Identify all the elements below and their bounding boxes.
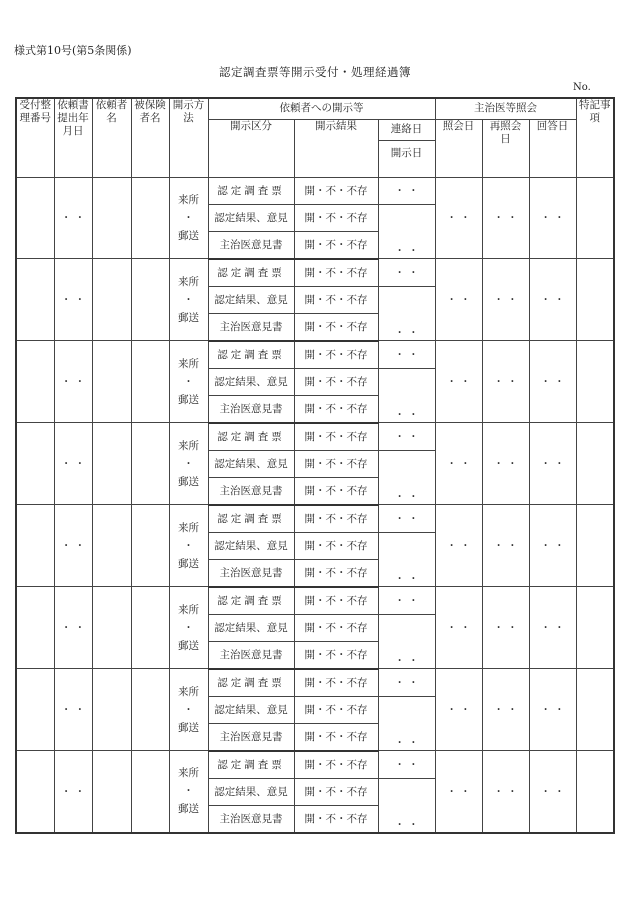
receipt-no-cell[interactable] [16, 341, 54, 423]
header-requester: 依頼者名 [92, 98, 131, 177]
method-cell[interactable] [169, 505, 208, 587]
reply-date-cell[interactable]: ・ ・ [529, 587, 576, 669]
inquiry-date-cell[interactable]: ・ ・ [435, 587, 482, 669]
disclosure-result-cell[interactable]: 開・不・不存 [294, 778, 378, 805]
disclosure-category-cell: 主治医意見書 [208, 477, 294, 505]
contact-date-cell[interactable]: ・ ・ [378, 505, 435, 533]
disclosure-category-cell: 認定結果、意見 [208, 532, 294, 559]
method-mail: 郵送 [178, 557, 199, 570]
requester-cell[interactable] [92, 177, 131, 259]
inquiry-date-cell[interactable]: ・ ・ [435, 505, 482, 587]
receipt-no-cell[interactable] [16, 751, 54, 833]
request-date-cell[interactable]: ・ ・ [54, 751, 92, 833]
insured-cell[interactable] [131, 669, 169, 751]
request-date-cell[interactable]: ・ ・ [54, 505, 92, 587]
inquiry-date-cell[interactable]: ・ ・ [435, 423, 482, 505]
table-row [16, 505, 614, 533]
method-separator: ・ [183, 539, 194, 552]
insured-cell[interactable] [131, 423, 169, 505]
table-row [16, 259, 614, 287]
table-row [16, 587, 614, 615]
method-visit: 来所 [178, 603, 199, 616]
disclosure-category-cell: 主治医意見書 [208, 313, 294, 341]
disclosure-category-cell: 主治医意見書 [208, 231, 294, 259]
request-date-cell[interactable]: ・ ・ [54, 259, 92, 341]
header-receipt-no: 受付整理番号 [16, 98, 54, 177]
request-date-cell[interactable]: ・ ・ [54, 341, 92, 423]
inquiry-date-cell[interactable]: ・ ・ [435, 177, 482, 259]
table-row [16, 423, 614, 451]
table-row [16, 751, 614, 779]
reply-date-cell[interactable]: ・ ・ [529, 177, 576, 259]
reinquiry-date-cell[interactable]: ・ ・ [482, 341, 529, 423]
method-cell[interactable] [169, 669, 208, 751]
insured-cell[interactable] [131, 587, 169, 669]
remarks-cell[interactable] [576, 423, 614, 505]
method-mail: 郵送 [178, 475, 199, 488]
request-date-cell[interactable]: ・ ・ [54, 177, 92, 259]
disclosure-result-cell[interactable]: 開・不・不存 [294, 341, 378, 369]
method-visit: 来所 [178, 767, 199, 780]
receipt-no-cell[interactable] [16, 669, 54, 751]
method-cell[interactable] [169, 587, 208, 669]
remarks-cell[interactable] [576, 177, 614, 259]
request-date-cell[interactable]: ・ ・ [54, 587, 92, 669]
reply-date-cell[interactable]: ・ ・ [529, 751, 576, 833]
requester-cell[interactable] [92, 341, 131, 423]
method-mail: 郵送 [178, 639, 199, 652]
method-cell[interactable] [169, 259, 208, 341]
disclosure-result-cell[interactable]: 開・不・不存 [294, 395, 378, 423]
request-date-cell[interactable]: ・ ・ [54, 423, 92, 505]
disclosure-result-cell[interactable]: 開・不・不存 [294, 231, 378, 259]
receipt-no-cell[interactable] [16, 505, 54, 587]
requester-cell[interactable] [92, 669, 131, 751]
disclosure-category-cell: 認定結果、意見 [208, 614, 294, 641]
reinquiry-date-cell[interactable]: ・ ・ [482, 505, 529, 587]
method-visit: 来所 [178, 275, 199, 288]
disclosure-result-cell[interactable]: 開・不・不存 [294, 614, 378, 641]
receipt-no-cell[interactable] [16, 587, 54, 669]
contact-date-cell[interactable]: ・ ・ [378, 669, 435, 697]
method-separator: ・ [183, 703, 194, 716]
header-remarks: 特記事項 [576, 98, 614, 177]
method-separator: ・ [183, 375, 194, 388]
requester-cell[interactable] [92, 587, 131, 669]
insured-cell[interactable] [131, 177, 169, 259]
disclosure-result-cell[interactable]: 開・不・不存 [294, 313, 378, 341]
receipt-no-cell[interactable] [16, 259, 54, 341]
header-contact-date: 連絡日 [378, 119, 435, 140]
method-mail: 郵送 [178, 311, 199, 324]
disclosure-result-cell[interactable]: 開・不・不存 [294, 641, 378, 669]
reply-date-cell[interactable]: ・ ・ [529, 259, 576, 341]
header-method: 開示方法 [169, 98, 208, 177]
disclosure-category-cell: 主治医意見書 [208, 805, 294, 833]
disclosure-category-cell: 認定調査票 [208, 259, 294, 287]
disclosure-category-cell: 認定結果、意見 [208, 204, 294, 231]
disclosure-result-cell[interactable]: 開・不・不存 [294, 751, 378, 779]
disclosure-date-cell[interactable]: ・ ・ [378, 532, 435, 587]
ledger-table [15, 97, 615, 834]
disclosure-result-cell[interactable]: 開・不・不存 [294, 559, 378, 587]
requester-cell[interactable] [92, 423, 131, 505]
disclosure-result-cell[interactable]: 開・不・不存 [294, 259, 378, 287]
reinquiry-date-cell[interactable]: ・ ・ [482, 669, 529, 751]
disclosure-result-cell[interactable]: 開・不・不存 [294, 286, 378, 313]
disclosure-category-cell: 認定結果、意見 [208, 368, 294, 395]
reply-date-cell[interactable]: ・ ・ [529, 505, 576, 587]
receipt-no-cell[interactable] [16, 423, 54, 505]
method-separator: ・ [183, 785, 194, 798]
inquiry-date-cell[interactable]: ・ ・ [435, 751, 482, 833]
disclosure-result-cell[interactable]: 開・不・不存 [294, 669, 378, 697]
header-insured: 被保険者名 [131, 98, 169, 177]
receipt-no-cell[interactable] [16, 177, 54, 259]
method-mail: 郵送 [178, 721, 199, 734]
contact-date-cell[interactable]: ・ ・ [378, 751, 435, 779]
method-cell[interactable] [169, 341, 208, 423]
disclosure-result-cell[interactable]: 開・不・不存 [294, 450, 378, 477]
disclosure-category-cell: 主治医意見書 [208, 641, 294, 669]
header-reinquiry-date: 再照会日 [482, 119, 529, 177]
header-disclosure-date: 開示日 [378, 140, 435, 177]
contact-date-cell[interactable]: ・ ・ [378, 259, 435, 287]
header-request-date: 依頼書提出年月日 [54, 98, 92, 177]
reinquiry-date-cell[interactable]: ・ ・ [482, 423, 529, 505]
request-date-cell[interactable]: ・ ・ [54, 669, 92, 751]
header-disclosure-category: 開示区分 [208, 119, 294, 177]
method-visit: 来所 [178, 685, 199, 698]
disclosure-result-cell[interactable]: 開・不・不存 [294, 423, 378, 451]
method-mail: 郵送 [178, 803, 199, 816]
reinquiry-date-cell[interactable]: ・ ・ [482, 587, 529, 669]
disclosure-category-cell: 認定調査票 [208, 751, 294, 779]
disclosure-result-cell[interactable]: 開・不・不存 [294, 204, 378, 231]
reinquiry-date-cell[interactable]: ・ ・ [482, 259, 529, 341]
method-visit: 来所 [178, 193, 199, 206]
table-row [16, 341, 614, 369]
disclosure-result-cell[interactable]: 開・不・不存 [294, 532, 378, 559]
requester-cell[interactable] [92, 505, 131, 587]
reinquiry-date-cell[interactable]: ・ ・ [482, 751, 529, 833]
table-row [16, 669, 614, 697]
remarks-cell[interactable] [576, 505, 614, 587]
insured-cell[interactable] [131, 751, 169, 833]
form-number: 様式第10号(第5条関係) [14, 44, 132, 57]
method-cell[interactable] [169, 423, 208, 505]
insured-cell[interactable] [131, 341, 169, 423]
disclosure-result-cell[interactable]: 開・不・不存 [294, 805, 378, 833]
insured-cell[interactable] [131, 505, 169, 587]
header-inquiry-date: 照会日 [435, 119, 482, 177]
disclosure-category-cell: 認定調査票 [208, 341, 294, 369]
method-separator: ・ [183, 293, 194, 306]
disclosure-category-cell: 主治医意見書 [208, 723, 294, 751]
disclosure-result-cell[interactable]: 開・不・不存 [294, 696, 378, 723]
contact-date-cell[interactable]: ・ ・ [378, 177, 435, 204]
disclosure-result-cell[interactable]: 開・不・不存 [294, 177, 378, 204]
header-doctor-group: 主治医等照会 [435, 98, 576, 119]
disclosure-date-cell[interactable]: ・ ・ [378, 204, 435, 259]
disclosure-date-cell[interactable]: ・ ・ [378, 286, 435, 341]
disclosure-date-cell[interactable]: ・ ・ [378, 778, 435, 833]
remarks-cell[interactable] [576, 587, 614, 669]
requester-cell[interactable] [92, 259, 131, 341]
reply-date-cell[interactable]: ・ ・ [529, 669, 576, 751]
method-visit: 来所 [178, 357, 199, 370]
disclosure-category-cell: 主治医意見書 [208, 395, 294, 423]
remarks-cell[interactable] [576, 751, 614, 833]
header-disclosure-result: 開示結果 [294, 119, 378, 177]
disclosure-result-cell[interactable]: 開・不・不存 [294, 587, 378, 615]
reply-date-cell[interactable]: ・ ・ [529, 341, 576, 423]
contact-date-cell[interactable]: ・ ・ [378, 423, 435, 451]
method-separator: ・ [183, 621, 194, 634]
contact-date-cell[interactable]: ・ ・ [378, 341, 435, 369]
requester-cell[interactable] [92, 751, 131, 833]
disclosure-date-cell[interactable]: ・ ・ [378, 450, 435, 505]
header-disclosure-group: 依頼者への開示等 [208, 98, 435, 119]
method-visit: 来所 [178, 521, 199, 534]
disclosure-result-cell[interactable]: 開・不・不存 [294, 477, 378, 505]
disclosure-category-cell: 認定調査票 [208, 423, 294, 451]
inquiry-date-cell[interactable]: ・ ・ [435, 341, 482, 423]
method-mail: 郵送 [178, 393, 199, 406]
disclosure-date-cell[interactable]: ・ ・ [378, 368, 435, 423]
contact-date-cell[interactable]: ・ ・ [378, 587, 435, 615]
insured-cell[interactable] [131, 259, 169, 341]
inquiry-date-cell[interactable]: ・ ・ [435, 259, 482, 341]
method-separator: ・ [183, 211, 194, 224]
disclosure-category-cell: 認定結果、意見 [208, 778, 294, 805]
remarks-cell[interactable] [576, 669, 614, 751]
disclosure-category-cell: 主治医意見書 [208, 559, 294, 587]
method-cell[interactable] [169, 177, 208, 259]
disclosure-date-cell[interactable]: ・ ・ [378, 696, 435, 751]
method-mail: 郵送 [178, 229, 199, 242]
header-reply-date: 回答日 [529, 119, 576, 177]
table-row [16, 177, 614, 204]
disclosure-result-cell[interactable]: 開・不・不存 [294, 368, 378, 395]
page-title: 認定調査票等開示受付・処理経過簿 [219, 65, 411, 79]
method-separator: ・ [183, 457, 194, 470]
disclosure-category-cell: 認定調査票 [208, 505, 294, 533]
disclosure-category-cell: 認定結果、意見 [208, 450, 294, 477]
disclosure-category-cell: 認定結果、意見 [208, 696, 294, 723]
reinquiry-date-cell[interactable]: ・ ・ [482, 177, 529, 259]
disclosure-result-cell[interactable]: 開・不・不存 [294, 505, 378, 533]
disclosure-category-cell: 認定結果、意見 [208, 286, 294, 313]
method-cell[interactable] [169, 751, 208, 833]
number-label: No. [573, 82, 591, 93]
disclosure-category-cell: 認定調査票 [208, 587, 294, 615]
method-visit: 来所 [178, 439, 199, 452]
remarks-cell[interactable] [576, 259, 614, 341]
disclosure-result-cell[interactable]: 開・不・不存 [294, 723, 378, 751]
disclosure-date-cell[interactable]: ・ ・ [378, 614, 435, 669]
reply-date-cell[interactable]: ・ ・ [529, 423, 576, 505]
remarks-cell[interactable] [576, 341, 614, 423]
inquiry-date-cell[interactable]: ・ ・ [435, 669, 482, 751]
disclosure-category-cell: 認定調査票 [208, 669, 294, 697]
disclosure-category-cell: 認定調査票 [208, 177, 294, 204]
